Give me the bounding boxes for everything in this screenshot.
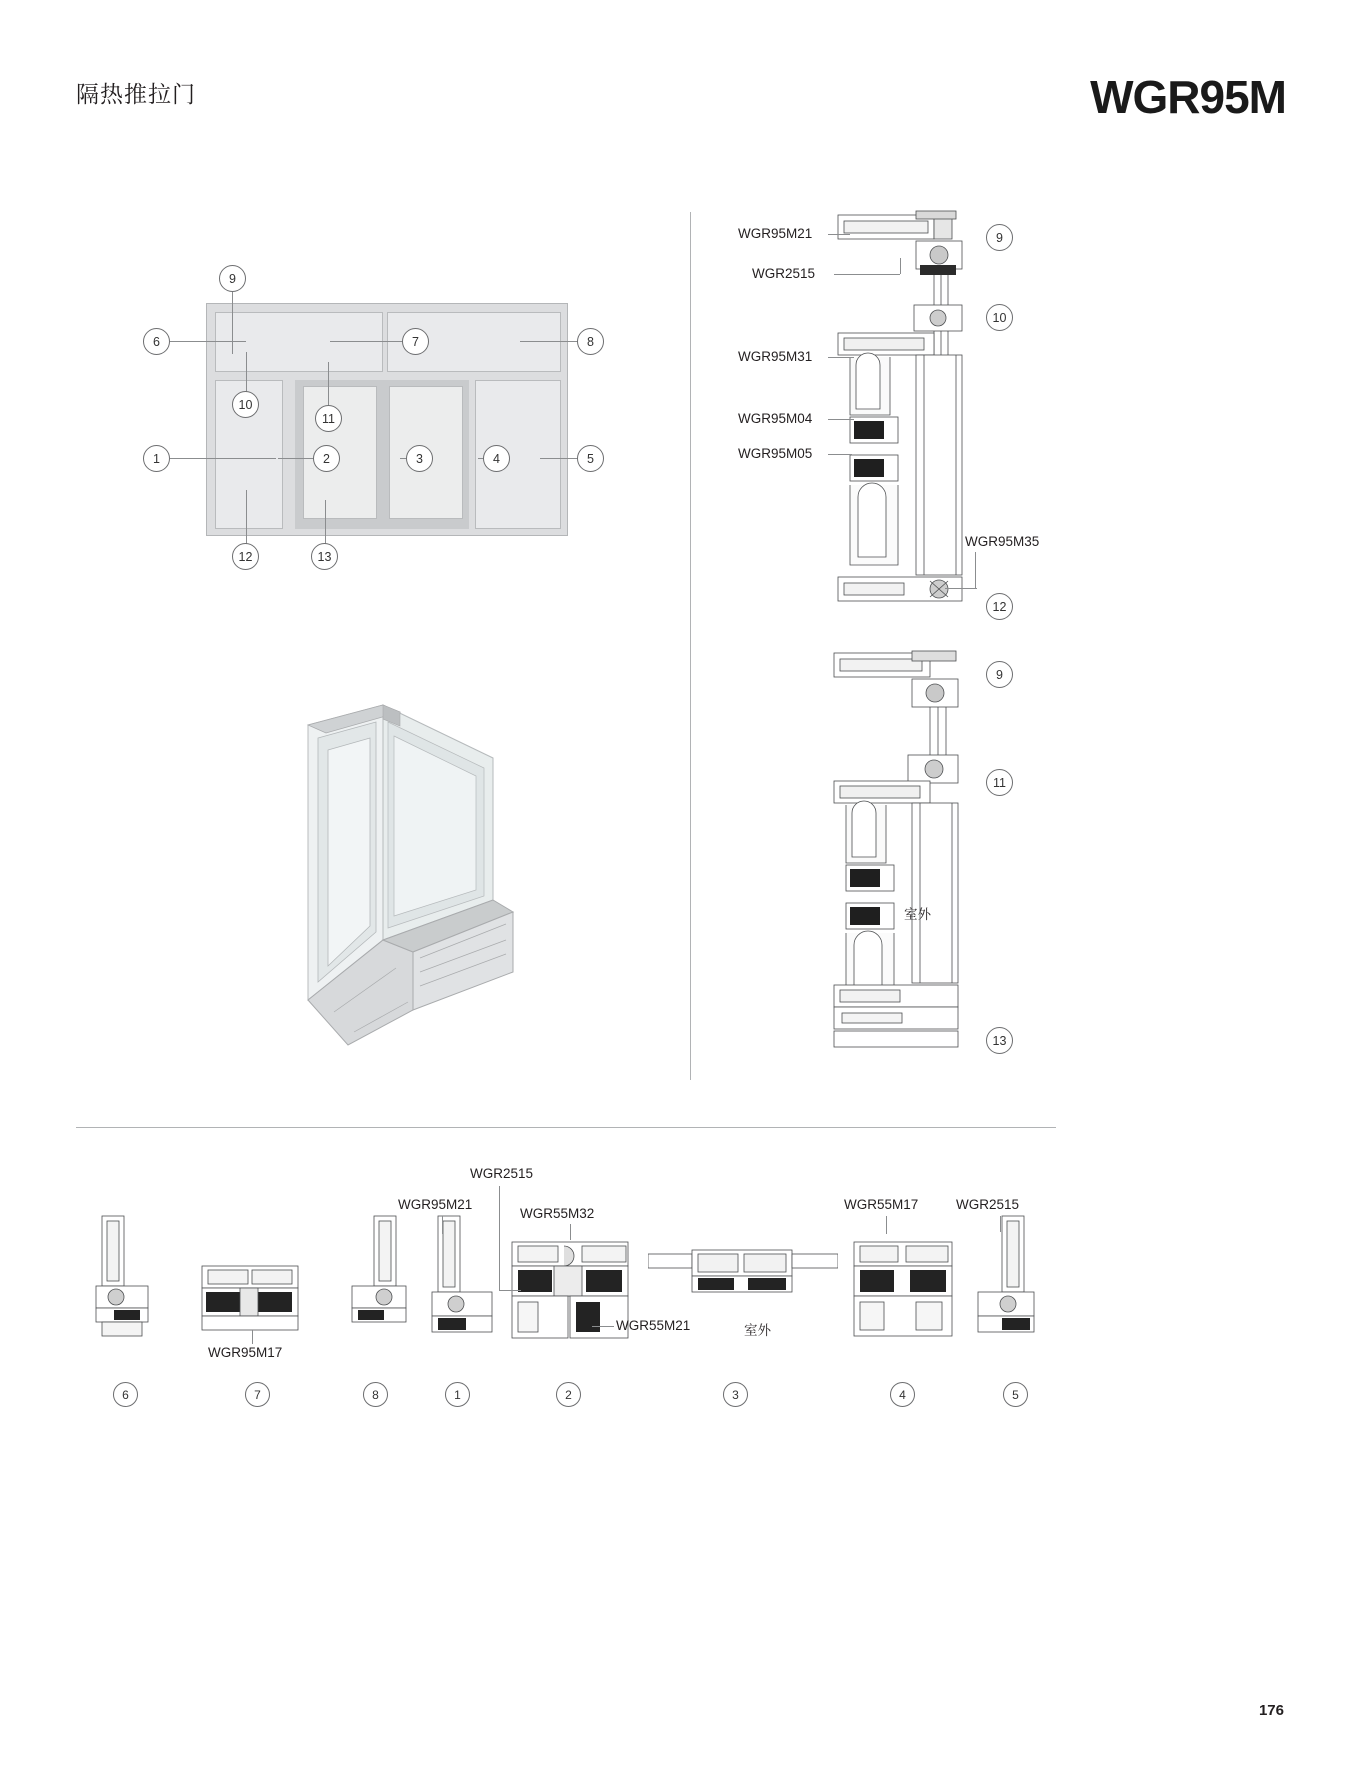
leader-label-4 (828, 419, 854, 420)
callout-7-bottom: 7 (245, 1382, 270, 1407)
label-wgr55m17: WGR55M17 (844, 1197, 919, 1212)
leader-label-1 (828, 234, 850, 235)
leader-6 (170, 341, 246, 342)
horizontal-section-8 (344, 1212, 414, 1342)
label-wgr95m35: WGR95M35 (965, 534, 1040, 549)
leader-label-3 (828, 357, 854, 358)
callout-9-section-upper: 9 (986, 224, 1013, 251)
callout-11-section: 11 (986, 769, 1013, 796)
window-elevation-diagram (206, 303, 568, 536)
leader-bottom-6 (886, 1216, 887, 1234)
corner-3d-render (288, 700, 528, 1050)
callout-8-bottom: 8 (363, 1382, 388, 1407)
horizontal-section-7 (196, 1258, 306, 1338)
callout-4-bottom: 4 (890, 1382, 915, 1407)
label-wgr2515-bottom: WGR2515 (470, 1166, 534, 1181)
leader-13 (325, 500, 326, 544)
callout-1-bottom: 1 (445, 1382, 470, 1407)
label-wgr95m05: WGR95M05 (738, 446, 813, 461)
callout-10-section: 10 (986, 304, 1013, 331)
callout-10-elevation: 10 (232, 391, 259, 418)
callout-9-elevation: 9 (219, 265, 246, 292)
outdoor-label-right: 室外 (904, 907, 931, 922)
leader-bottom-7 (1000, 1216, 1001, 1232)
callout-4-elevation: 4 (483, 445, 510, 472)
leader-label-2b (900, 258, 901, 274)
leader-bottom-3 (499, 1186, 500, 1290)
callout-5-elevation: 5 (577, 445, 604, 472)
vertical-divider (690, 212, 691, 1080)
callout-2-bottom: 2 (556, 1382, 581, 1407)
leader-bottom-4 (570, 1224, 571, 1240)
leader-label-6 (975, 552, 976, 588)
leader-12 (246, 490, 247, 544)
page-number: 176 (1258, 1702, 1284, 1719)
leader-1 (170, 458, 276, 459)
callout-3-elevation: 3 (406, 445, 433, 472)
leader-label-5 (828, 454, 852, 455)
product-code: WGR95M (1090, 71, 1286, 123)
callout-3-bottom: 3 (723, 1382, 748, 1407)
label-wgr55m32: WGR55M32 (520, 1206, 595, 1221)
label-wgr2515-right: WGR2515 (956, 1197, 1020, 1212)
vertical-section-lower (820, 645, 1020, 1065)
vertical-section-upper (820, 205, 1020, 625)
callout-9-section-lower: 9 (986, 661, 1013, 688)
leader-bottom-2 (442, 1216, 443, 1234)
label-wgr95m21-bottom: WGR95M21 (398, 1197, 473, 1212)
callout-11-elevation: 11 (315, 405, 342, 432)
leader-bottom-5 (592, 1326, 614, 1327)
outdoor-label-bottom: 室外 (744, 1323, 771, 1338)
label-wgr95m31: WGR95M31 (738, 349, 813, 364)
callout-1-elevation: 1 (143, 445, 170, 472)
callout-12-elevation: 12 (232, 543, 259, 570)
horizontal-section-1 (424, 1212, 504, 1342)
leader-label-6b (945, 588, 977, 589)
callout-12-section: 12 (986, 593, 1013, 620)
callout-13-section: 13 (986, 1027, 1013, 1054)
label-wgr55m21: WGR55M21 (616, 1318, 691, 1333)
callout-6-bottom: 6 (113, 1382, 138, 1407)
horizontal-section-5 (968, 1212, 1048, 1342)
leader-bottom-3b (499, 1290, 521, 1291)
callout-7-elevation: 7 (402, 328, 429, 355)
label-wgr2515-top: WGR2515 (752, 266, 816, 281)
horizontal-section-3 (648, 1244, 838, 1304)
callout-2-elevation: 2 (313, 445, 340, 472)
horizontal-section-6 (86, 1212, 196, 1342)
label-wgr95m21-top: WGR95M21 (738, 226, 813, 241)
callout-13-elevation: 13 (311, 543, 338, 570)
label-wgr95m04: WGR95M04 (738, 411, 813, 426)
leader-9 (232, 292, 233, 354)
leader-bottom-1 (252, 1330, 253, 1344)
leader-label-2 (834, 274, 900, 275)
horizontal-divider (76, 1127, 1056, 1128)
callout-8-elevation: 8 (577, 328, 604, 355)
horizontal-section-4 (848, 1236, 958, 1346)
callout-6-elevation: 6 (143, 328, 170, 355)
label-wgr95m17: WGR95M17 (208, 1345, 283, 1360)
page-title: 隔热推拉门 (76, 81, 196, 107)
callout-5-bottom: 5 (1003, 1382, 1028, 1407)
